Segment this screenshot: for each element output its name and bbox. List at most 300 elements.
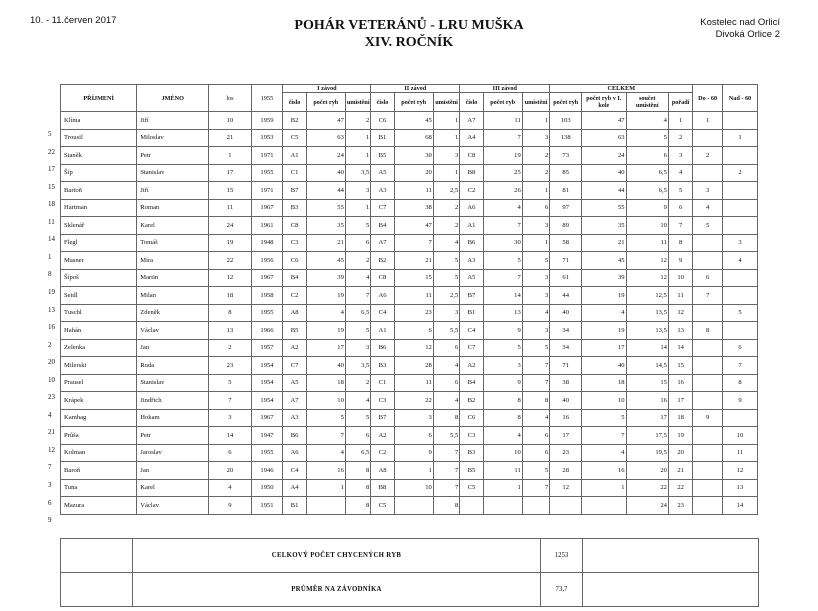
total-pocet-1kolo-cell: 10 <box>582 392 626 410</box>
los-cell: 18 <box>209 287 251 305</box>
r1-umisteni-cell: 2 <box>345 252 370 270</box>
surname-cell: Staněk <box>61 147 137 165</box>
r2-pocet-cell: 30 <box>394 147 433 165</box>
r3-cislo-cell: C5 <box>460 479 483 497</box>
total-pocet-1kolo-cell <box>582 497 626 515</box>
los-cell: 4 <box>209 479 251 497</box>
r2-umisteni-cell: 7 <box>433 444 459 462</box>
r2-cislo-cell: A5 <box>371 164 394 182</box>
total-soucet-cell: 13,5 <box>626 304 668 322</box>
r2-cislo-cell: A8 <box>371 462 394 480</box>
r2-umisteni-cell: 8 <box>433 409 459 427</box>
col-los: los <box>209 85 251 112</box>
total-poradi-cell: 6 <box>668 199 692 217</box>
los-cell: 12 <box>209 269 251 287</box>
nad60-cell: 4 <box>722 252 757 270</box>
row-index: 3 <box>48 481 52 489</box>
do60-cell: 9 <box>693 409 723 427</box>
surname-cell: Průša <box>61 427 137 445</box>
total-poradi-cell: 20 <box>668 444 692 462</box>
los-cell: 20 <box>209 462 251 480</box>
table-row <box>61 129 758 147</box>
r1-umisteni-cell: 8 <box>345 497 370 515</box>
r1-umisteni-cell: 6 <box>345 427 370 445</box>
nad60-cell: 12 <box>722 462 757 480</box>
summary-avg-label: PRŮMĚR NA ZÁVODNÍKA <box>133 573 541 607</box>
r3-cislo-cell: B7 <box>460 287 483 305</box>
results-table <box>60 84 758 515</box>
total-pocet-1kolo-cell: 40 <box>582 164 626 182</box>
surname-cell: Prausel <box>61 374 137 392</box>
r3-umisteni-cell: 2 <box>522 147 550 165</box>
table-row <box>61 427 758 445</box>
year-cell: 1956 <box>251 252 283 270</box>
r3-pocet-cell: 8 <box>483 409 522 427</box>
name-cell: Hokam <box>137 409 209 427</box>
los-cell: 10 <box>209 112 251 130</box>
col-r3-umisteni: umístění <box>522 93 550 112</box>
total-pocet-1kolo-cell: 19 <box>582 322 626 340</box>
r1-umisteni-cell: 1 <box>345 199 370 217</box>
los-cell: 15 <box>209 182 251 200</box>
los-cell: 1 <box>209 147 251 165</box>
r2-umisteni-cell: 1 <box>433 112 459 130</box>
total-pocet-cell: 89 <box>550 217 582 235</box>
r2-cislo-cell: C5 <box>371 497 394 515</box>
r3-pocet-cell: 11 <box>483 462 522 480</box>
r2-pocet-cell: 15 <box>394 269 433 287</box>
row-index: 23 <box>48 393 55 402</box>
los-cell: 5 <box>209 374 251 392</box>
total-pocet-cell: 97 <box>550 199 582 217</box>
total-soucet-cell: 6,5 <box>626 182 668 200</box>
col-r1-cislo: číslo <box>283 93 306 112</box>
total-pocet-cell: 58 <box>550 234 582 252</box>
total-pocet-1kolo-cell: 24 <box>582 147 626 165</box>
r3-pocet-cell: 1 <box>483 479 522 497</box>
header-row-1 <box>61 85 758 93</box>
total-soucet-cell: 9 <box>626 199 668 217</box>
do60-cell <box>693 304 723 322</box>
do60-cell <box>693 164 723 182</box>
r2-umisteni-cell: 2 <box>433 199 459 217</box>
r2-umisteni-cell: 3 <box>433 147 459 165</box>
row-index: 4 <box>48 410 52 419</box>
r1-umisteni-cell: 6 <box>345 234 370 252</box>
r2-cislo-cell: B1 <box>371 129 394 147</box>
nad60-cell <box>722 287 757 305</box>
location-line-2: Divoká Orlice 2 <box>715 29 780 40</box>
nad60-cell <box>722 269 757 287</box>
r3-cislo-cell: B1 <box>460 304 483 322</box>
name-cell: Tomáš <box>137 234 209 252</box>
r1-pocet-cell: 47 <box>306 112 345 130</box>
table-row <box>61 497 758 515</box>
year-cell: 1971 <box>251 182 283 200</box>
r1-umisteni-cell: 2 <box>345 374 370 392</box>
total-pocet-1kolo-cell: 5 <box>582 409 626 427</box>
total-poradi-cell: 14 <box>668 339 692 357</box>
col-surname: PŘÍJMENÍ <box>61 85 137 112</box>
table-row <box>61 339 758 357</box>
surname-cell: Baroň <box>61 462 137 480</box>
total-poradi-cell: 16 <box>668 374 692 392</box>
total-pocet-cell: 12 <box>550 479 582 497</box>
r2-cislo-cell: B3 <box>371 357 394 375</box>
row-index: 2 <box>48 340 52 349</box>
total-pocet-1kolo-cell: 18 <box>582 374 626 392</box>
year-cell: 1950 <box>251 479 283 497</box>
r1-cislo-cell: A2 <box>283 339 306 357</box>
name-cell: Ruda <box>137 357 209 375</box>
r1-pocet-cell: 40 <box>306 357 345 375</box>
r3-pocet-cell: 30 <box>483 234 522 252</box>
r1-umisteni-cell: 3,5 <box>345 164 370 182</box>
r1-cislo-cell: B2 <box>283 112 306 130</box>
year-cell: 1946 <box>251 462 283 480</box>
total-pocet-1kolo-cell: 39 <box>582 269 626 287</box>
r2-umisteni-cell: 2,5 <box>433 182 459 200</box>
total-soucet-cell: 6 <box>626 147 668 165</box>
total-pocet-cell: 40 <box>550 304 582 322</box>
r2-cislo-cell: B7 <box>371 409 394 427</box>
surname-cell: Trousil <box>61 129 137 147</box>
do60-cell: 2 <box>693 147 723 165</box>
r3-pocet-cell: 4 <box>483 199 522 217</box>
total-soucet-cell: 22 <box>626 479 668 497</box>
r1-umisteni-cell: 3 <box>345 339 370 357</box>
year-cell: 1959 <box>251 112 283 130</box>
row-index: 13 <box>48 305 55 314</box>
los-cell: 3 <box>209 409 251 427</box>
total-soucet-cell: 4 <box>626 112 668 130</box>
r1-umisteni-cell: 3,5 <box>345 357 370 375</box>
r1-cislo-cell: A7 <box>283 392 306 410</box>
r1-pocet-cell: 35 <box>306 217 345 235</box>
r2-umisteni-cell: 1 <box>433 129 459 147</box>
r3-pocet-cell: 26 <box>483 182 522 200</box>
year-cell: 1954 <box>251 392 283 410</box>
r2-umisteni-cell: 7 <box>433 462 459 480</box>
name-cell: Stanislav <box>137 164 209 182</box>
name-cell: Stanislav <box>137 374 209 392</box>
r2-cislo-cell: C7 <box>371 199 394 217</box>
los-cell: 22 <box>209 252 251 270</box>
nad60-cell: 2 <box>722 164 757 182</box>
name-cell: Václav <box>137 322 209 340</box>
r1-pocet-cell: 63 <box>306 129 345 147</box>
r2-cislo-cell: C4 <box>371 304 394 322</box>
total-soucet-cell: 16 <box>626 392 668 410</box>
r2-pocet-cell: 11 <box>394 374 433 392</box>
total-pocet-1kolo-cell: 4 <box>582 304 626 322</box>
r1-umisteni-cell: 8 <box>345 479 370 497</box>
r3-cislo-cell <box>460 497 483 515</box>
col-total-poradi: pořadí <box>668 93 692 112</box>
r1-cislo-cell: A3 <box>283 409 306 427</box>
col-r3-cislo: číslo <box>460 93 483 112</box>
r2-pocet-cell: 22 <box>394 392 433 410</box>
total-poradi-cell: 17 <box>668 392 692 410</box>
total-pocet-cell <box>550 497 582 515</box>
table-row <box>61 182 758 200</box>
los-cell: 2 <box>209 339 251 357</box>
r2-cislo-cell: A3 <box>371 182 394 200</box>
r1-cislo-cell: C2 <box>283 287 306 305</box>
do60-cell: 6 <box>693 269 723 287</box>
name-cell: Petr <box>137 427 209 445</box>
total-soucet-cell: 17 <box>626 409 668 427</box>
r1-pocet-cell: 45 <box>306 252 345 270</box>
year-cell: 1955 <box>251 164 283 182</box>
r2-pocet-cell: 47 <box>394 217 433 235</box>
do60-cell: 5 <box>693 217 723 235</box>
total-soucet-cell: 12,5 <box>626 287 668 305</box>
col-r1-umisteni: umístění <box>345 93 370 112</box>
year-cell: 1957 <box>251 339 283 357</box>
r2-umisteni-cell: 2,5 <box>433 287 459 305</box>
table-row <box>61 409 758 427</box>
surname-cell: Bartoň <box>61 182 137 200</box>
r1-umisteni-cell: 8 <box>345 462 370 480</box>
table-row <box>61 287 758 305</box>
r3-pocet-cell: 7 <box>483 129 522 147</box>
r3-pocet-cell: 9 <box>483 322 522 340</box>
total-pocet-cell: 138 <box>550 129 582 147</box>
r3-umisteni-cell: 4 <box>522 409 550 427</box>
r1-umisteni-cell: 6,5 <box>345 444 370 462</box>
r3-umisteni-cell: 5 <box>522 462 550 480</box>
r2-cislo-cell: A7 <box>371 234 394 252</box>
table-row <box>61 462 758 480</box>
total-poradi-cell: 10 <box>668 269 692 287</box>
r2-cislo-cell: A2 <box>371 427 394 445</box>
total-pocet-cell: 34 <box>550 322 582 340</box>
r1-cislo-cell: C3 <box>283 234 306 252</box>
total-soucet-cell: 6,5 <box>626 164 668 182</box>
nad60-cell: 11 <box>722 444 757 462</box>
r3-cislo-cell: A6 <box>460 199 483 217</box>
r2-pocet-cell: 20 <box>394 164 433 182</box>
col-r2-umisteni: umístění <box>433 93 459 112</box>
r2-pocet-cell: 6 <box>394 427 433 445</box>
r1-pocet-cell: 44 <box>306 182 345 200</box>
do60-cell <box>693 357 723 375</box>
los-cell: 23 <box>209 357 251 375</box>
total-pocet-cell: 103 <box>550 112 582 130</box>
total-soucet-cell: 24 <box>626 497 668 515</box>
total-pocet-1kolo-cell: 21 <box>582 234 626 252</box>
surname-cell: Hahán <box>61 322 137 340</box>
do60-cell <box>693 427 723 445</box>
do60-cell: 3 <box>693 182 723 200</box>
r2-pocet-cell: 10 <box>394 479 433 497</box>
year-cell: 1947 <box>251 427 283 445</box>
r1-pocet-cell: 19 <box>306 287 345 305</box>
row-index: 11 <box>48 217 55 226</box>
do60-cell <box>693 479 723 497</box>
row-index: 8 <box>48 270 52 279</box>
total-soucet-cell: 12 <box>626 252 668 270</box>
r3-cislo-cell: B3 <box>460 444 483 462</box>
table-row <box>61 147 758 165</box>
los-cell: 6 <box>209 444 251 462</box>
r2-umisteni-cell: 1 <box>433 164 459 182</box>
table-row <box>61 392 758 410</box>
year-cell: 1955 <box>251 304 283 322</box>
table-row <box>61 269 758 287</box>
total-poradi-cell: 22 <box>668 479 692 497</box>
r2-cislo-cell: C1 <box>371 374 394 392</box>
total-soucet-cell: 5 <box>626 129 668 147</box>
row-index: 18 <box>48 200 55 209</box>
table-row <box>61 217 758 235</box>
total-pocet-cell: 85 <box>550 164 582 182</box>
r3-umisteni-cell: 4 <box>522 304 550 322</box>
r2-umisteni-cell: 6 <box>433 339 459 357</box>
r1-cislo-cell: B6 <box>283 427 306 445</box>
summary-table <box>60 538 759 607</box>
surname-cell: Tuschl <box>61 304 137 322</box>
r2-cislo-cell: B5 <box>371 147 394 165</box>
row-index: 19 <box>48 287 55 296</box>
surname-cell: Šípoš <box>61 269 137 287</box>
name-cell: Miloslav <box>137 129 209 147</box>
surname-cell: Sklenář <box>61 217 137 235</box>
nad60-cell <box>722 112 757 130</box>
total-pocet-1kolo-cell: 7 <box>582 427 626 445</box>
r1-umisteni-cell: 5 <box>345 322 370 340</box>
col-total-pocet: počet ryb <box>550 93 582 112</box>
nad60-cell: 8 <box>722 374 757 392</box>
total-pocet-cell: 73 <box>550 147 582 165</box>
r3-umisteni-cell: 8 <box>522 392 550 410</box>
total-pocet-cell: 16 <box>550 409 582 427</box>
r2-umisteni-cell: 5 <box>433 269 459 287</box>
nad60-cell: 14 <box>722 497 757 515</box>
r1-cislo-cell: B3 <box>283 199 306 217</box>
r2-pocet-cell: 21 <box>394 252 433 270</box>
r2-umisteni-cell: 3 <box>433 304 459 322</box>
total-pocet-cell: 61 <box>550 269 582 287</box>
do60-cell: 7 <box>693 287 723 305</box>
total-poradi-cell: 15 <box>668 357 692 375</box>
total-soucet-cell: 12 <box>626 269 668 287</box>
total-pocet-cell: 44 <box>550 287 582 305</box>
table-row <box>61 199 758 217</box>
r2-cislo-cell: C2 <box>371 444 394 462</box>
year-cell: 1961 <box>251 217 283 235</box>
r3-cislo-cell: C8 <box>460 147 483 165</box>
row-index: 12 <box>48 445 55 454</box>
r3-umisteni-cell <box>522 497 550 515</box>
summary-avg-row <box>61 573 759 607</box>
col-total-soucet: součet umístění <box>626 93 668 112</box>
year-cell: 1967 <box>251 269 283 287</box>
surname-cell: Kamhag <box>61 409 137 427</box>
r1-pocet-cell <box>306 497 345 515</box>
r3-umisteni-cell: 1 <box>522 234 550 252</box>
year-cell: 1948 <box>251 234 283 252</box>
r3-cislo-cell: B6 <box>460 234 483 252</box>
r1-cislo-cell: A8 <box>283 304 306 322</box>
r1-umisteni-cell: 5 <box>345 217 370 235</box>
r1-pocet-cell: 39 <box>306 269 345 287</box>
col-nad60: Nad - 60 <box>722 85 757 112</box>
r2-pocet-cell: 68 <box>394 129 433 147</box>
los-cell: 7 <box>209 392 251 410</box>
total-soucet-cell: 20 <box>626 462 668 480</box>
los-cell: 17 <box>209 164 251 182</box>
r2-pocet-cell: 11 <box>394 182 433 200</box>
total-soucet-cell: 14,5 <box>626 357 668 375</box>
r2-cislo-cell: C3 <box>371 392 394 410</box>
r2-umisteni-cell: 4 <box>433 392 459 410</box>
nad60-cell <box>722 409 757 427</box>
total-soucet-cell: 19,5 <box>626 444 668 462</box>
row-index: 9 <box>48 516 52 525</box>
r2-pocet-cell: 9 <box>394 444 433 462</box>
los-cell: 19 <box>209 234 251 252</box>
r3-cislo-cell: B8 <box>460 164 483 182</box>
table-row <box>61 374 758 392</box>
los-cell: 13 <box>209 322 251 340</box>
surname-cell: Klíma <box>61 112 137 130</box>
do60-cell <box>693 129 723 147</box>
nad60-cell <box>722 199 757 217</box>
total-pocet-1kolo-cell: 35 <box>582 217 626 235</box>
r2-pocet-cell: 3 <box>394 409 433 427</box>
r3-umisteni-cell: 5 <box>522 252 550 270</box>
r2-pocet-cell: 7 <box>394 234 433 252</box>
r2-umisteni-cell: 8 <box>433 497 459 515</box>
col-r2-pocet: počet ryb <box>394 93 433 112</box>
name-cell: Milan <box>137 287 209 305</box>
total-pocet-cell: 34 <box>550 339 582 357</box>
name-cell: Jiří <box>137 182 209 200</box>
total-poradi-cell: 4 <box>668 164 692 182</box>
total-pocet-cell: 71 <box>550 357 582 375</box>
r3-umisteni-cell: 1 <box>522 182 550 200</box>
surname-cell: Seidl <box>61 287 137 305</box>
year-cell: 1955 <box>251 444 283 462</box>
row-index: 10 <box>48 375 55 384</box>
total-pocet-1kolo-cell: 40 <box>582 357 626 375</box>
r1-pocet-cell: 17 <box>306 339 345 357</box>
r3-umisteni-cell: 7 <box>522 479 550 497</box>
name-cell: Jindřich <box>137 392 209 410</box>
total-poradi-cell: 11 <box>668 287 692 305</box>
r3-cislo-cell: B2 <box>460 392 483 410</box>
name-cell: Míra <box>137 252 209 270</box>
r1-pocet-cell: 24 <box>306 147 345 165</box>
do60-cell: 4 <box>693 199 723 217</box>
do60-cell <box>693 252 723 270</box>
r1-umisteni-cell: 4 <box>345 269 370 287</box>
page-title <box>0 17 818 51</box>
r3-cislo-cell: C6 <box>460 409 483 427</box>
r1-pocet-cell: 18 <box>306 374 345 392</box>
total-poradi-cell: 13 <box>668 322 692 340</box>
r3-umisteni-cell: 3 <box>522 217 550 235</box>
r3-pocet-cell: 5 <box>483 252 522 270</box>
r2-pocet-cell <box>394 497 433 515</box>
r1-umisteni-cell: 3 <box>345 182 370 200</box>
r1-umisteni-cell: 7 <box>345 287 370 305</box>
los-cell: 21 <box>209 129 251 147</box>
r1-umisteni-cell: 2 <box>345 112 370 130</box>
summary-total-label: CELKOVÝ POČET CHYCENÝCH RYB <box>133 539 541 573</box>
